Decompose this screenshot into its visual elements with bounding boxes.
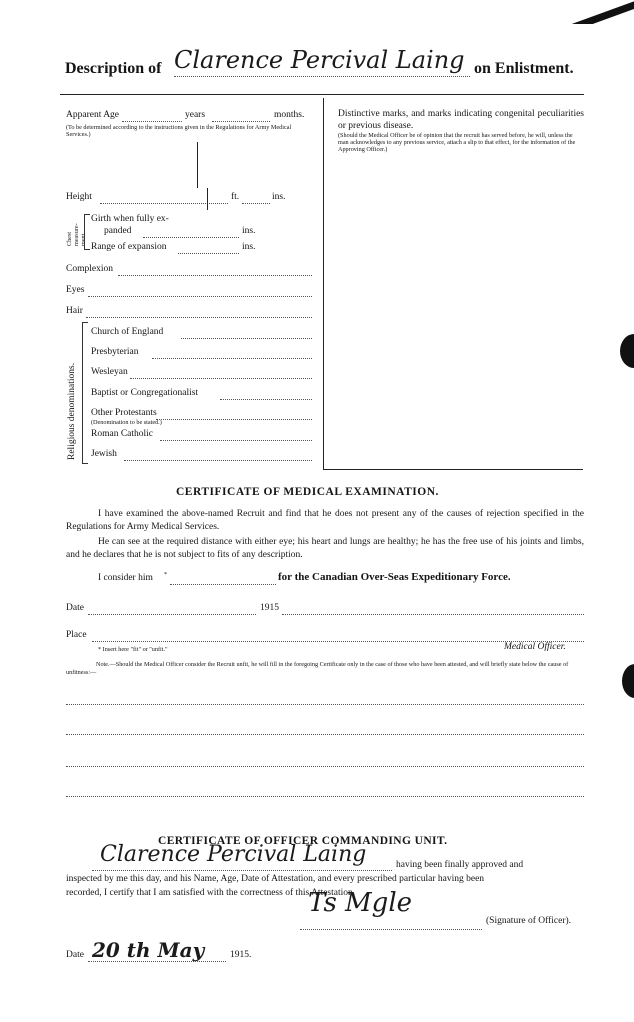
height-ins-line — [242, 203, 270, 204]
denomination-line-3 — [130, 378, 312, 379]
denomination-line-4 — [220, 399, 312, 400]
medical-officer-label: Medical Officer. — [504, 642, 566, 652]
distinctive-marks-note: (Should the Medical Officer be of opinion that the recruit has served before, he will, unless the man acknowledges to any previous service, attach a slip to that effect, for the information of the Approving Officer.) — [338, 132, 576, 153]
commanding-line-3: recorded, I certify that I am satisfied with the correctness of this Attestation. — [66, 888, 356, 898]
unfitness-line-3 — [66, 766, 584, 767]
range-ins-label: ins. — [242, 242, 256, 252]
denomination-line-5 — [156, 419, 312, 420]
denomination-church-of-england: Church of England — [91, 327, 164, 337]
column-divider — [323, 98, 324, 470]
denomination-note: (Denomination to be stated.) — [91, 419, 162, 426]
header-prefix: Description of — [65, 60, 162, 77]
eyes-label: Eyes — [66, 285, 85, 295]
medical-date-line — [88, 614, 256, 615]
years-label: years — [185, 110, 206, 120]
medical-year: 1915 — [260, 603, 279, 613]
height-ft-line — [100, 203, 228, 204]
fitness-line — [170, 584, 276, 585]
hair-label: Hair — [66, 306, 83, 316]
medical-date-line-right — [282, 614, 584, 615]
consider-label: I consider him — [98, 573, 153, 583]
range-line — [178, 253, 239, 254]
panded-label: panded — [104, 226, 132, 236]
months-label: months. — [274, 110, 305, 120]
girth-ins-label: ins. — [242, 226, 256, 236]
denomination-line-2 — [152, 358, 312, 359]
girth-label: Girth when fully ex- — [91, 214, 169, 224]
denomination-roman-catholic: Roman Catholic — [91, 429, 154, 439]
denomination-jewish: Jewish — [91, 449, 117, 459]
header-suffix: on Enlistment. — [474, 60, 574, 77]
denomination-other-protestants: Other Protestants — [91, 408, 157, 418]
denomination-line-6 — [160, 440, 312, 441]
unfitness-line-2 — [66, 734, 584, 735]
signature-line — [300, 929, 482, 930]
height-vertical-mark — [207, 188, 208, 210]
age-months-line — [212, 121, 270, 122]
religious-denominations-label: Religious denominations. — [67, 362, 77, 460]
for-cef-label: for the Canadian Over-Seas Expeditionary Force. — [278, 571, 511, 583]
age-years-line — [122, 121, 182, 122]
header-name-line — [174, 76, 470, 77]
height-label: Height — [66, 192, 92, 202]
commanding-line-2: inspected by me this day, and his Name, Age, Date of Attestation, and every prescribed particular having been — [66, 874, 485, 884]
height-ins-label: ins. — [272, 192, 286, 202]
ft-label: ft. — [231, 192, 240, 202]
age-vertical-mark — [197, 142, 198, 188]
punch-hole-top — [620, 334, 634, 368]
medical-para-2: He can see at the required distance with either eye; his heart and lungs are healthy; he has the free use of his joints and limbs, and he declares that he is not subject to fits of any description. — [66, 537, 584, 560]
complexion-label: Complexion — [66, 264, 113, 274]
recruit-name-handwritten: Clarence Percival Laing — [174, 46, 465, 74]
apparent-age-label: Apparent Age — [66, 110, 120, 120]
medical-note: Note.—Should the Medical Officer consider the Recruit unfit, he will fill in the foregoing Certificate only in the case of those who have been attested, and will briefly state below the cause of unfitness:— — [66, 661, 569, 676]
header-rule — [60, 94, 584, 95]
medical-place-label: Place — [66, 630, 87, 640]
punch-hole-bottom — [622, 664, 634, 698]
medical-para-1: I have examined the above-named Recruit and find that he does not present any of the causes of rejection specified in the Regulations for Army Medical Services. — [66, 509, 584, 532]
commanding-line-1: having been finally approved and — [396, 860, 524, 870]
denomination-baptist: Baptist or Congregationalist — [91, 388, 199, 398]
denomination-presbyterian: Presbyterian — [91, 347, 139, 357]
commanding-name-line — [92, 870, 392, 871]
signature-label: (Signature of Officer). — [486, 916, 572, 926]
commanding-date-value: 20 th May — [92, 938, 205, 962]
consider-star: * — [164, 571, 168, 578]
distinctive-marks-heading: Distinctive marks, and marks indicating congenital peculiarities or previous disease. — [338, 109, 584, 131]
denomination-line-7 — [124, 460, 312, 461]
denomination-wesleyan: Wesleyan — [91, 367, 128, 377]
commanding-recruit-name: Clarence Percival Laing — [100, 842, 367, 867]
hair-line — [86, 317, 312, 318]
officer-signature: Ts Mgle — [308, 888, 413, 918]
top-section-bottom-rule — [323, 469, 583, 470]
medical-certificate-title: CERTIFICATE OF MEDICAL EXAMINATION. — [176, 486, 439, 498]
insert-note: * Insert here "fit" or "unfit." — [98, 646, 168, 653]
commanding-certificate-title: CERTIFICATE OF OFFICER COMMANDING UNIT. — [158, 835, 448, 847]
eyes-line — [88, 296, 312, 297]
girth-line — [143, 237, 239, 238]
range-label: Range of expansion — [91, 242, 167, 252]
chest-measurement-label: Chest measure-ment. — [66, 223, 87, 246]
commanding-year: 1915. — [230, 950, 252, 960]
commanding-date-label: Date — [66, 950, 84, 960]
religion-brace — [82, 322, 88, 464]
age-note: (To be determined according to the instructions given in the Regulations for Army Medical Services.) — [66, 124, 292, 138]
unfitness-line-1 — [66, 704, 584, 705]
denomination-line-1 — [181, 338, 312, 339]
chest-brace — [84, 214, 90, 250]
medical-date-label: Date — [66, 603, 84, 613]
unfitness-line-4 — [66, 796, 584, 797]
complexion-line — [118, 275, 312, 276]
torn-corner — [560, 0, 634, 24]
commanding-date-line — [88, 961, 226, 962]
